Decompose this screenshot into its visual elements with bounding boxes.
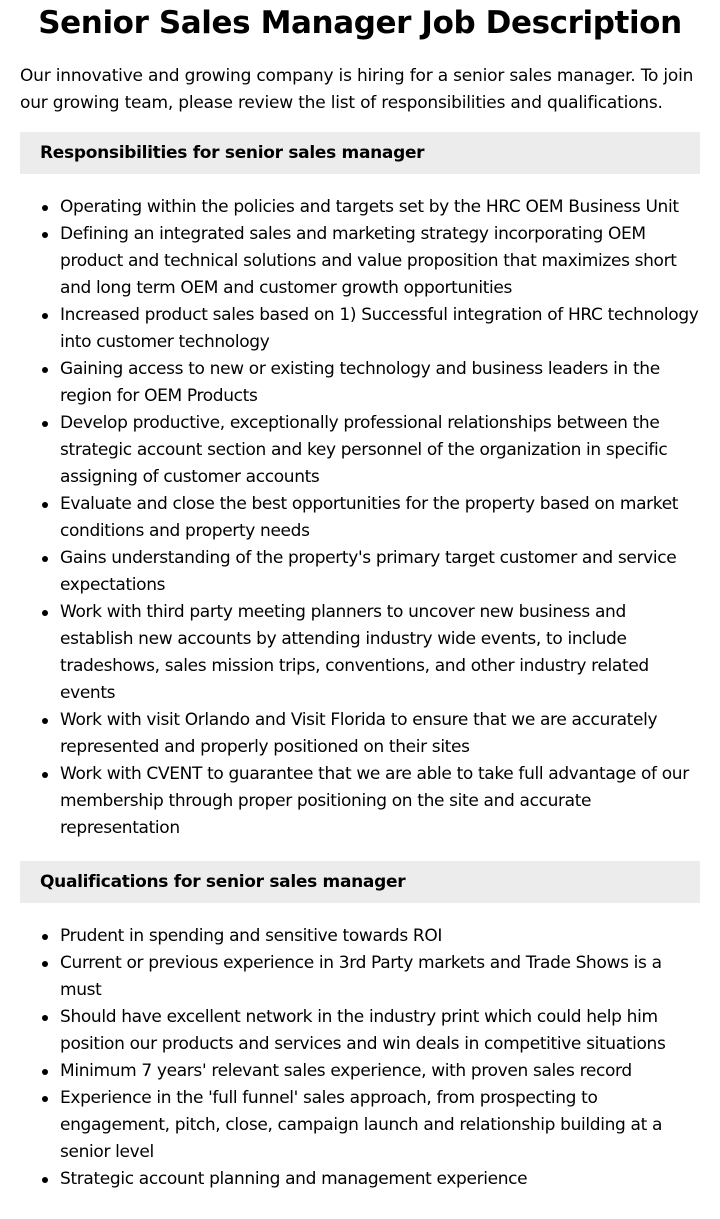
list-item: Should have excellent network in the industry print which could help him position our products and services and win deals in competitive situations [60,1004,700,1058]
list-item: Evaluate and close the best opportunities for the property based on market conditions and property needs [60,491,700,545]
list-item: Defining an integrated sales and marketing strategy incorporating OEM product and technical solutions and value proposition that maximizes short and long term OEM and customer growth opportunities [60,221,700,302]
list-item: Work with CVENT to guarantee that we are able to take full advantage of our membership through proper positioning on the site and accurate representation [60,761,700,842]
list-item: Work with visit Orlando and Visit Florida to ensure that we are accurately represented and properly positioned on their sites [60,707,700,761]
qualifications-heading: Qualifications for senior sales manager [20,861,700,903]
list-item: Gaining access to new or existing technology and business leaders in the region for OEM Products [60,356,700,410]
list-item: Increased product sales based on 1) Successful integration of HRC technology into customer technology [60,302,700,356]
list-item: Experience in the 'full funnel' sales approach, from prospecting to engagement, pitch, close, campaign launch and relationship building at a senior level [60,1085,700,1166]
list-item: Gains understanding of the property's primary target customer and service expectations [60,545,700,599]
qualifications-list [20,923,700,1193]
responsibilities-list [20,194,700,842]
list-item: Strategic account planning and management experience [60,1166,700,1193]
page-title: Senior Sales Manager Job Description [38,5,682,41]
list-item: Minimum 7 years' relevant sales experience, with proven sales record [60,1058,700,1085]
responsibilities-heading: Responsibilities for senior sales manager [20,132,700,174]
list-item: Prudent in spending and sensitive towards ROI [60,923,700,950]
list-item: Work with third party meeting planners to uncover new business and establish new accounts by attending industry wide events, to include tradeshows, sales mission trips, conventions, and other industry related events [60,599,700,707]
list-item: Operating within the policies and targets set by the HRC OEM Business Unit [60,194,700,221]
intro-paragraph: Our innovative and growing company is hiring for a senior sales manager. To join our growing team, please review the list of responsibilities and qualifications. [20,66,694,113]
list-item: Current or previous experience in 3rd Party markets and Trade Shows is a must [60,950,700,1004]
list-item: Develop productive, exceptionally professional relationships between the strategic account section and key personnel of the organization in specific assigning of customer accounts [60,410,700,491]
